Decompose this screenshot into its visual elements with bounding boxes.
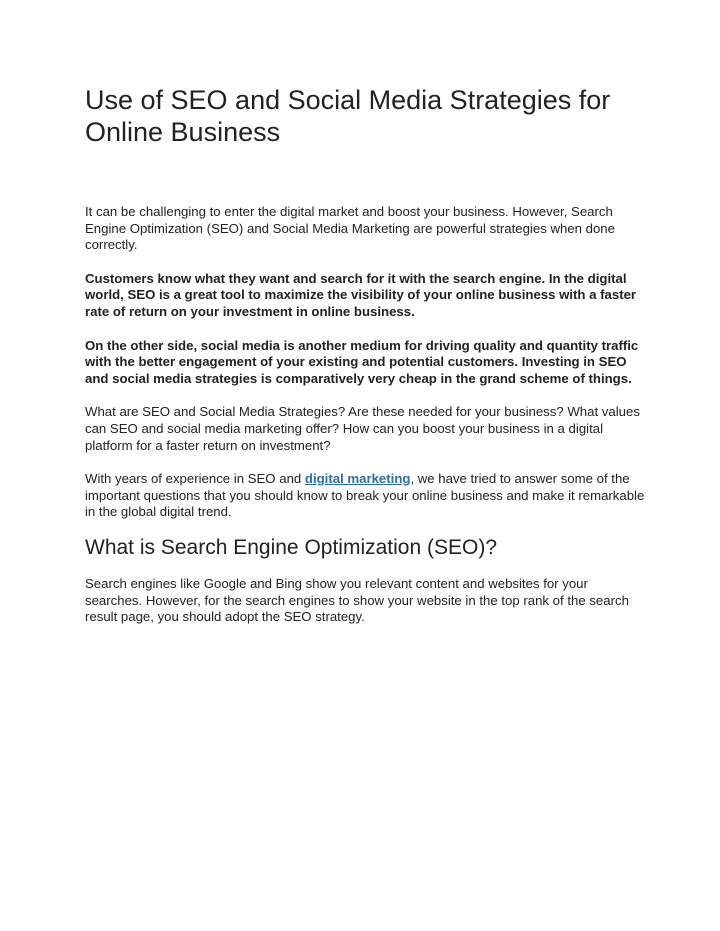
- experience-paragraph: [85, 471, 645, 521]
- bold-paragraph-seo: Customers know what they want and search for it with the search engine. In the digital world, SEO is a great tool to maximize the visibility of your online business with a faster rate of return on your investment in online business.: [85, 270, 637, 319]
- intro-paragraph: It can be challenging to enter the digital market and boost your business. However, Search Engine Optimization (SEO) and Social Media Marketing are powerful strategies when done correctly.: [85, 204, 615, 253]
- seo-section-paragraph: Search engines like Google and Bing show you relevant content and websites for your searches. However, for the search engines to show your website in the top rank of the search result page, you should adopt the SEO strategy.: [85, 575, 629, 625]
- experience-text-before-link: With years of experience in SEO and: [85, 471, 305, 487]
- document-page: [85, 84, 645, 626]
- section-heading-seo: What is Search Engine Optimization (SEO)?: [85, 535, 498, 559]
- digital-marketing-link[interactable]: digital marketing: [304, 471, 411, 487]
- questions-paragraph: What are SEO and Social Media Strategies? Are these needed for your business? What values can SEO and social media marketing offer? How can you boost your business in a digital platform for a faster return on investment?: [85, 404, 640, 453]
- page-title: Use of SEO and Social Media Strategies for Online Business: [85, 85, 611, 147]
- bold-paragraph-social-media: On the other side, social media is another medium for driving quality and quantity traffic with the better engagement of your existing and potential customers. Investing in SEO and social media strategies is comparatively very cheap in the grand scheme of things.: [85, 337, 639, 386]
- experience-text-after-link: , we have tried to answer some of the important questions that you should know to break your online business and make it remarkable in the global digital trend.: [85, 471, 645, 520]
